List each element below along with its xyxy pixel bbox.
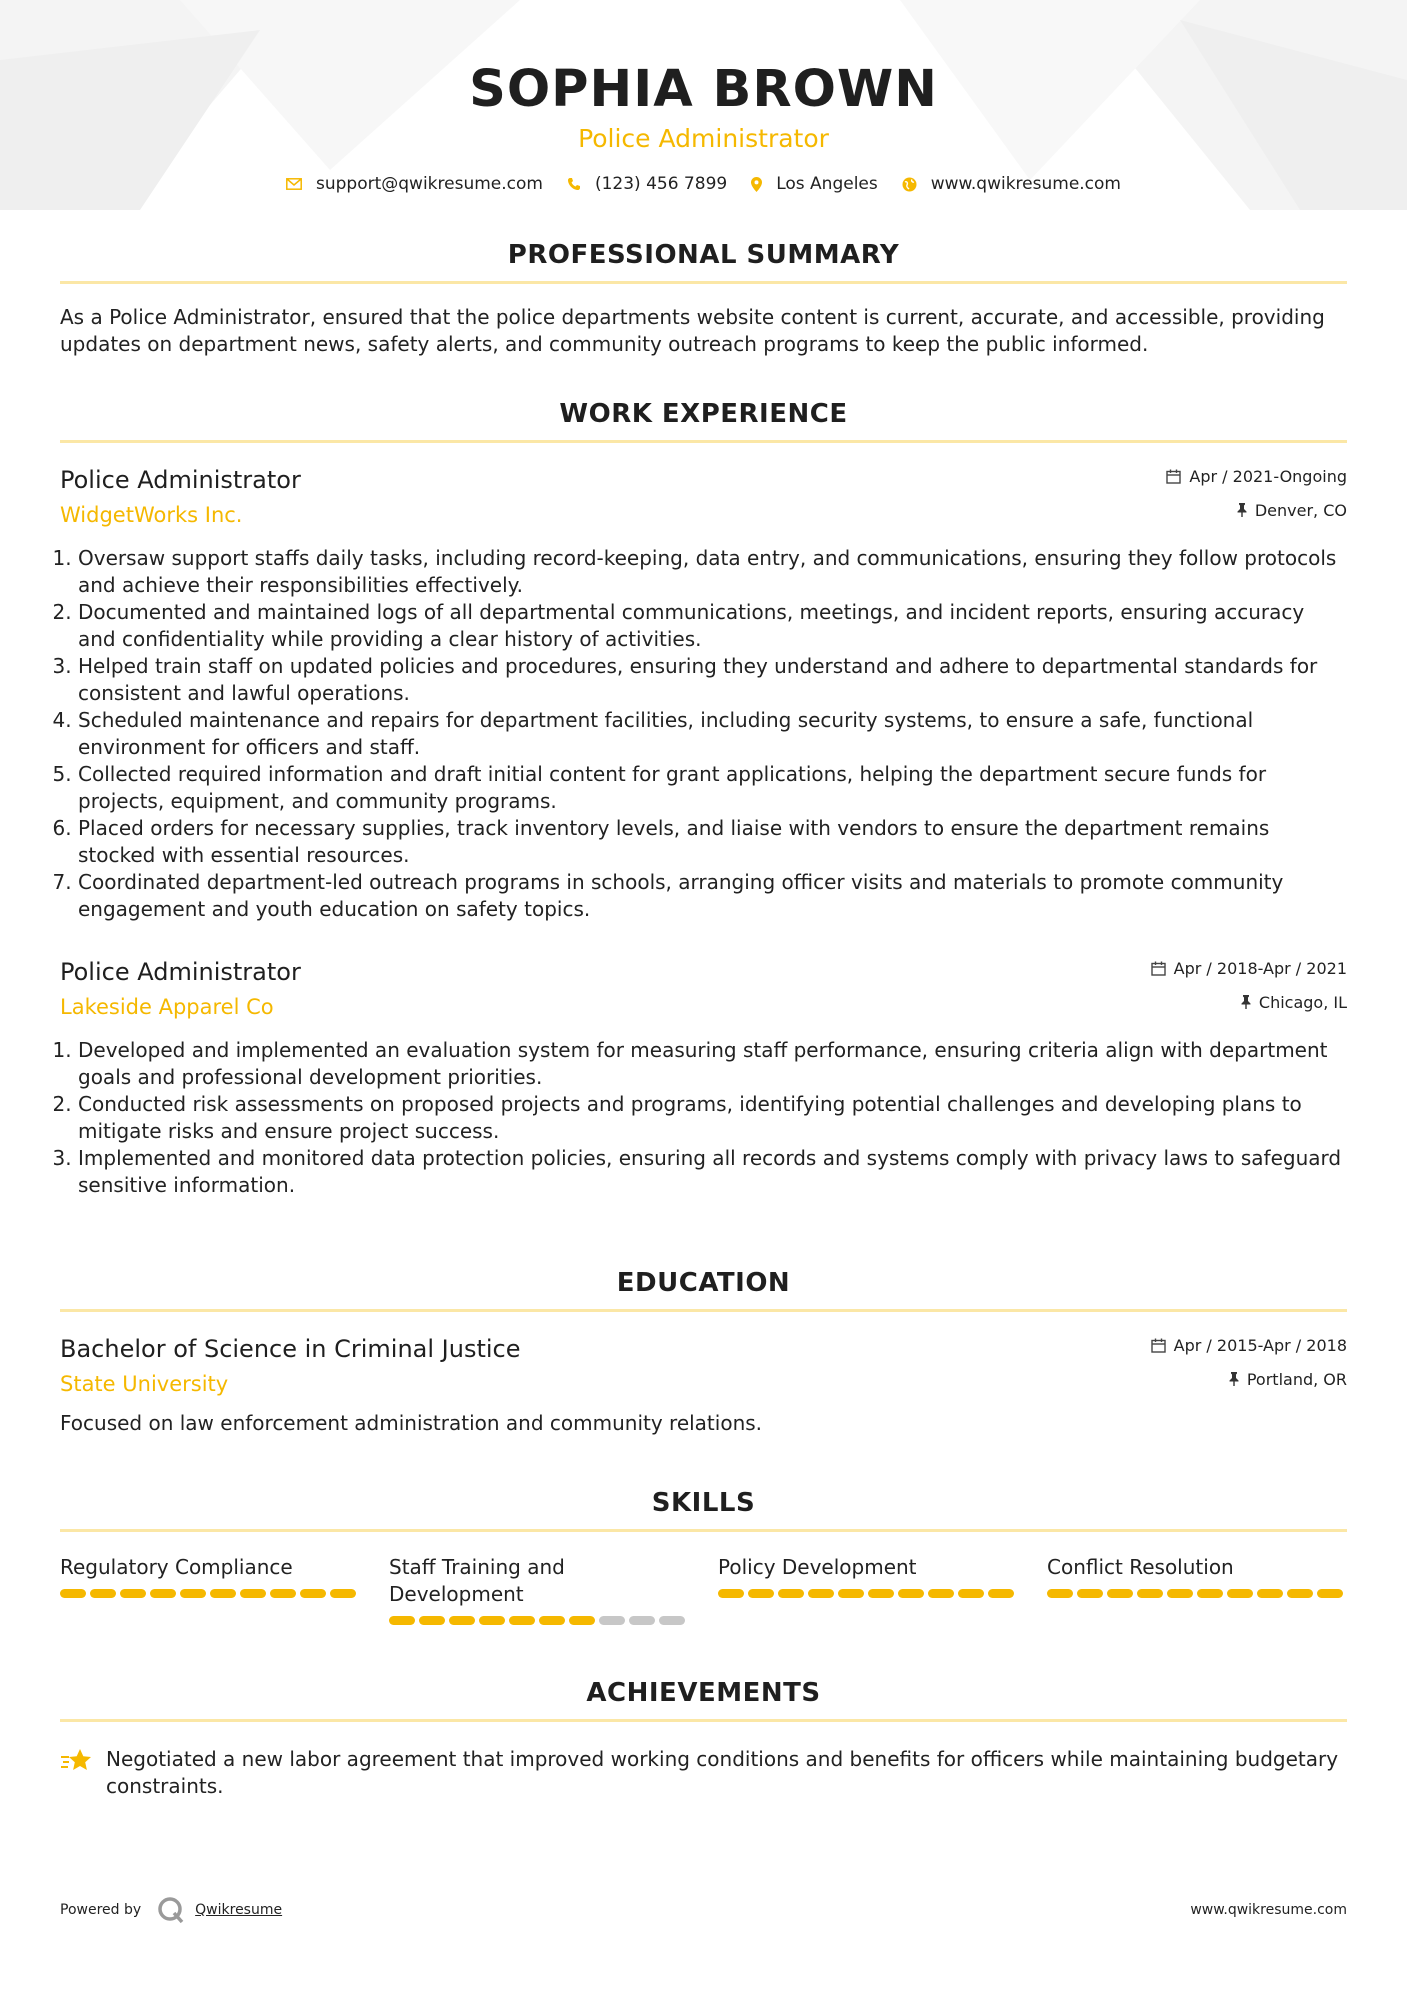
skill-dash-filled — [479, 1616, 505, 1625]
skill-dash-filled — [90, 1589, 116, 1598]
skill-dash-filled — [509, 1616, 535, 1625]
skill-dash-empty — [659, 1616, 685, 1625]
skill-dash-filled — [120, 1589, 146, 1598]
calendar-icon — [1151, 1338, 1166, 1353]
skill-dash-filled — [1257, 1589, 1283, 1598]
skill-dash-filled — [1287, 1589, 1313, 1598]
skill-item — [389, 1554, 689, 1625]
skill-dash-filled — [1107, 1589, 1133, 1598]
skill-dash-filled — [1167, 1589, 1193, 1598]
job-location: Chicago, IL — [1258, 992, 1347, 1012]
company-name: WidgetWorks Inc. — [60, 503, 243, 527]
skill-level-bar — [718, 1589, 1018, 1598]
school-name: State University — [60, 1372, 229, 1396]
pushpin-icon — [1229, 1372, 1239, 1386]
job-bullet: 6. Placed orders for necessary supplies, track inventory levels, and liaise with vendors to ensure the department remains stocked with essential resources. — [78, 815, 1347, 869]
job-date: Apr / 2021-Ongoing — [1189, 466, 1347, 486]
resume-header — [60, 0, 1347, 194]
job-bullet: 1. Oversaw support staffs daily tasks, including record-keeping, data entry, and communications, ensuring they follow protocols and achieve their responsibilities effectively. — [78, 545, 1347, 599]
skill-dash-filled — [60, 1589, 86, 1598]
job-bullet: 3. Helped train staff on updated policies and procedures, ensuring they understand and adhere to departmental standards for consistent and lawful operations. — [78, 653, 1347, 707]
email-text: support@qwikresume.com — [316, 174, 543, 194]
calendar-icon — [1151, 961, 1166, 976]
candidate-role: Police Administrator — [578, 124, 829, 153]
skill-dash-filled — [240, 1589, 266, 1598]
contact-location — [751, 174, 878, 194]
experience-section — [60, 398, 1347, 1199]
job-bullet: 5. Collected required information and draft initial content for grant applications, helping the department secure funds for projects, equipment, and community programs. — [78, 761, 1347, 815]
skill-level-bar — [60, 1589, 360, 1598]
skill-item — [60, 1554, 360, 1625]
skill-name: Policy Development — [718, 1555, 917, 1579]
pushpin-icon — [1241, 995, 1251, 1009]
skill-dash-filled — [778, 1589, 804, 1598]
skill-name: Staff Training and Development — [389, 1555, 565, 1606]
powered-by — [60, 1896, 282, 1924]
star-icon — [60, 1748, 92, 1774]
map-pin-icon — [751, 177, 762, 192]
skills-title: SKILLS — [651, 1488, 756, 1518]
skill-name: Regulatory Compliance — [60, 1555, 293, 1579]
phone-text: (123) 456 7899 — [594, 174, 728, 194]
achievements-section — [60, 1677, 1347, 1800]
job-bullet: 4. Scheduled maintenance and repairs for department facilities, including security systems, to ensure a safe, functional environment for officers and staff. — [78, 707, 1347, 761]
brand-link[interactable]: Qwikresume — [195, 1902, 283, 1918]
job-bullets — [60, 545, 1347, 923]
section-divider — [60, 1529, 1347, 1532]
skill-level-bar — [1047, 1589, 1347, 1598]
job-entry — [60, 957, 1347, 1199]
skill-dash-filled — [1197, 1589, 1223, 1598]
job-bullet: 3. Implemented and monitored data protection policies, ensuring all records and systems comply with privacy laws to safeguard sensitive information. — [78, 1145, 1347, 1199]
skill-dash-filled — [569, 1616, 595, 1625]
summary-section — [60, 239, 1347, 358]
globe-icon — [902, 177, 917, 192]
education-entry — [60, 1334, 1347, 1437]
summary-text: As a Police Administrator, ensured that the police departments website content is current, accurate, and accessible, providing updates on department news, safety alerts, and community outreach programs to keep the public informed. — [60, 305, 1325, 356]
skill-dash-filled — [838, 1589, 864, 1598]
skill-dash-filled — [539, 1616, 565, 1625]
skill-dash-filled — [1047, 1589, 1073, 1598]
section-divider — [60, 1719, 1347, 1722]
job-location: Denver, CO — [1254, 500, 1347, 520]
job-bullet: 1. Developed and implemented an evaluation system for measuring staff performance, ensuring criteria align with department goals and professional development priorities. — [78, 1037, 1347, 1091]
skill-level-bar — [389, 1616, 689, 1625]
website-text: www.qwikresume.com — [930, 174, 1121, 194]
education-title: EDUCATION — [616, 1268, 791, 1298]
powered-by-label: Powered by — [60, 1902, 142, 1918]
phone-icon — [567, 177, 581, 191]
degree-title: Bachelor of Science in Criminal Justice — [60, 1335, 521, 1363]
education-description: Focused on law enforcement administration and community relations. — [60, 1411, 763, 1435]
skill-dash-filled — [1077, 1589, 1103, 1598]
skill-dash-filled — [180, 1589, 206, 1598]
job-title: Police Administrator — [60, 958, 301, 986]
skill-dash-filled — [1227, 1589, 1253, 1598]
skill-dash-filled — [389, 1616, 415, 1625]
summary-title: PROFESSIONAL SUMMARY — [507, 240, 900, 270]
candidate-name: SOPHIA BROWN — [469, 60, 938, 119]
achievements-title: ACHIEVEMENTS — [586, 1678, 821, 1708]
skill-dash-filled — [808, 1589, 834, 1598]
achievement-item — [60, 1746, 1347, 1800]
job-entry — [60, 465, 1347, 923]
education-section — [60, 1267, 1347, 1437]
job-bullet: 2. Documented and maintained logs of all departmental communications, meetings, and incident reports, ensuring accuracy and confidentiality while providing a clear history of activities. — [78, 599, 1347, 653]
skill-dash-filled — [898, 1589, 924, 1598]
section-divider — [60, 1309, 1347, 1312]
skill-dash-filled — [718, 1589, 744, 1598]
skill-dash-filled — [868, 1589, 894, 1598]
job-date: Apr / 2018-Apr / 2021 — [1173, 958, 1347, 978]
page-footer — [60, 1896, 1347, 1924]
skill-dash-filled — [150, 1589, 176, 1598]
job-bullets — [60, 1037, 1347, 1199]
section-divider — [60, 440, 1347, 443]
contact-email[interactable] — [286, 174, 543, 194]
contact-website[interactable] — [902, 174, 1121, 194]
skill-dash-filled — [270, 1589, 296, 1598]
skills-section — [60, 1487, 1347, 1625]
company-name: Lakeside Apparel Co — [60, 995, 274, 1019]
skill-dash-empty — [599, 1616, 625, 1625]
skill-dash-filled — [988, 1589, 1014, 1598]
skill-dash-filled — [300, 1589, 326, 1598]
pushpin-icon — [1237, 503, 1247, 517]
footer-website[interactable]: www.qwikresume.com — [1190, 1902, 1347, 1918]
skill-dash-filled — [1317, 1589, 1343, 1598]
skill-dash-filled — [449, 1616, 475, 1625]
skill-dash-filled — [419, 1616, 445, 1625]
qwikresume-logo-icon — [157, 1896, 185, 1924]
education-date: Apr / 2015-Apr / 2018 — [1173, 1335, 1347, 1355]
skill-dash-filled — [748, 1589, 774, 1598]
location-text: Los Angeles — [776, 174, 878, 194]
job-bullet: 2. Conducted risk assessments on proposed projects and programs, identifying potential challenges and developing plans to mitigate risks and ensure project success. — [78, 1091, 1347, 1145]
job-bullet: 7. Coordinated department-led outreach programs in schools, arranging officer visits and materials to promote community engagement and youth education on safety topics. — [78, 869, 1347, 923]
section-divider — [60, 281, 1347, 284]
skill-dash-filled — [958, 1589, 984, 1598]
achievement-text: Negotiated a new labor agreement that improved working conditions and benefits for officers while maintaining budgetary constraints. — [106, 1747, 1339, 1798]
skill-name: Conflict Resolution — [1047, 1555, 1234, 1579]
skill-item — [1047, 1554, 1347, 1625]
skill-dash-filled — [928, 1589, 954, 1598]
skill-dash-filled — [210, 1589, 236, 1598]
skill-dash-filled — [1137, 1589, 1163, 1598]
envelope-icon — [286, 178, 302, 190]
job-title: Police Administrator — [60, 466, 301, 494]
skill-dash-filled — [330, 1589, 356, 1598]
contact-bar — [60, 174, 1347, 194]
education-location: Portland, OR — [1246, 1369, 1347, 1389]
skill-dash-empty — [629, 1616, 655, 1625]
contact-phone[interactable] — [567, 174, 727, 194]
skill-item — [718, 1554, 1018, 1625]
calendar-icon — [1166, 469, 1181, 484]
experience-title: WORK EXPERIENCE — [559, 399, 848, 429]
